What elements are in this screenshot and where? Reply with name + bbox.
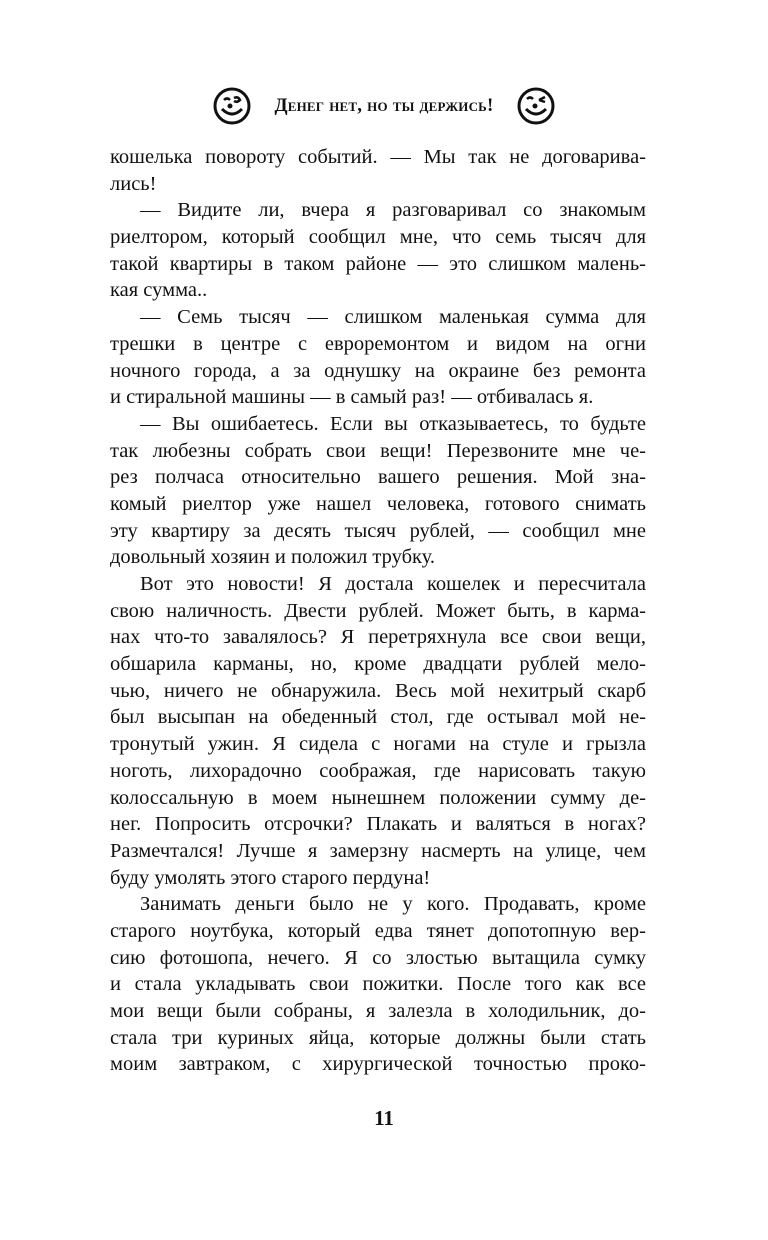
text-line: и стиральной машины — в самый раз! — отбивалась я. xyxy=(110,386,594,409)
text-line: трешки в центре с евроремонтом и видом на огни xyxy=(110,332,646,355)
text-line: колоссальную в моем нынешнем положении сумму де- xyxy=(110,786,646,809)
text-line: тронутый ужин. Я сидела с ногами на стуле и грызла xyxy=(110,733,646,756)
text-line: Занимать деньги было не у кого. Продавать, кроме xyxy=(140,893,646,916)
text-line: нег. Попросить отсрочки? Плакать и валяться в ногах? xyxy=(110,813,646,836)
text-line: ночного города, а за однушку на окраине без ремонта xyxy=(110,359,646,382)
winking-smiley-icon xyxy=(516,86,556,126)
text-line: — Видите ли, вчера я разговаривал со знакомым xyxy=(140,199,646,222)
text-line: рез полчаса относительно вашего решения. Мой зна- xyxy=(110,466,646,489)
text-line: стала три куриных яйца, которые должны были стать xyxy=(110,1026,646,1049)
text-line: мои вещи были собраны, я залезла в холодильник, до- xyxy=(110,1000,646,1022)
text-line: лись! xyxy=(110,172,157,195)
text-line: кошелька повороту событий. — Мы так не договарива- xyxy=(110,146,646,168)
smiley-icon xyxy=(212,86,252,126)
running-header xyxy=(0,86,768,126)
text-line: — Семь тысяч — слишком маленькая сумма для xyxy=(140,306,646,329)
text-line: эту квартиру за десять тысяч рублей, — сообщил мне xyxy=(110,519,646,542)
page-number: 11 xyxy=(374,1106,394,1130)
text-line: риелтором, который сообщил мне, что семь тысяч для xyxy=(110,226,646,249)
text-line: — Вы ошибаетесь. Если вы отказываетесь, то будьте xyxy=(140,412,646,435)
text-line: чью, ничего не обнаружила. Весь мой нехитрый скарб xyxy=(110,679,646,702)
body-text xyxy=(110,144,646,1078)
text-line: так любезны собрать свои вещи! Перезвоните мне че- xyxy=(110,439,646,462)
text-line: старого ноутбука, который едва тянет допотопную вер- xyxy=(110,919,646,942)
text-line: нах что-то завалялось? Я перетряхнула все свои вещи, xyxy=(110,626,646,649)
text-line: Вот это новости! Я достала кошелек и пересчитала xyxy=(140,573,646,595)
text-line: комый риелтор уже нашел человека, готового снимать xyxy=(110,492,646,515)
text-line: буду умолять этого старого пердуна! xyxy=(110,866,431,889)
text-line: сию фотошопа, нечего. Я со злостью вытащила сумку xyxy=(110,946,646,969)
text-line: Размечтался! Лучше я замерзну насмерть на улице, чем xyxy=(110,839,646,862)
text-line: довольный хозяин и положил трубку. xyxy=(110,546,436,569)
text-line: моим завтраком, с хирургической точностью проко- xyxy=(110,1053,646,1076)
text-line: ноготь, лихорадочно соображая, где нарисовать такую xyxy=(110,759,646,782)
text-line: обшарила карманы, но, кроме двадцати рублей мело- xyxy=(110,653,646,676)
text-line: и стала укладывать свои пожитки. После того как все xyxy=(110,973,646,996)
text-line: кая сумма.. xyxy=(110,279,208,302)
text-line: свою наличность. Двести рублей. Может быть, в карма- xyxy=(110,599,646,622)
text-line: такой квартиры в таком районе — это слишком малень- xyxy=(110,252,646,275)
header-title: Денег нет, но ты держись! xyxy=(274,95,494,116)
text-line: был высыпан на обеденный стол, где остывал мой не- xyxy=(110,706,646,729)
